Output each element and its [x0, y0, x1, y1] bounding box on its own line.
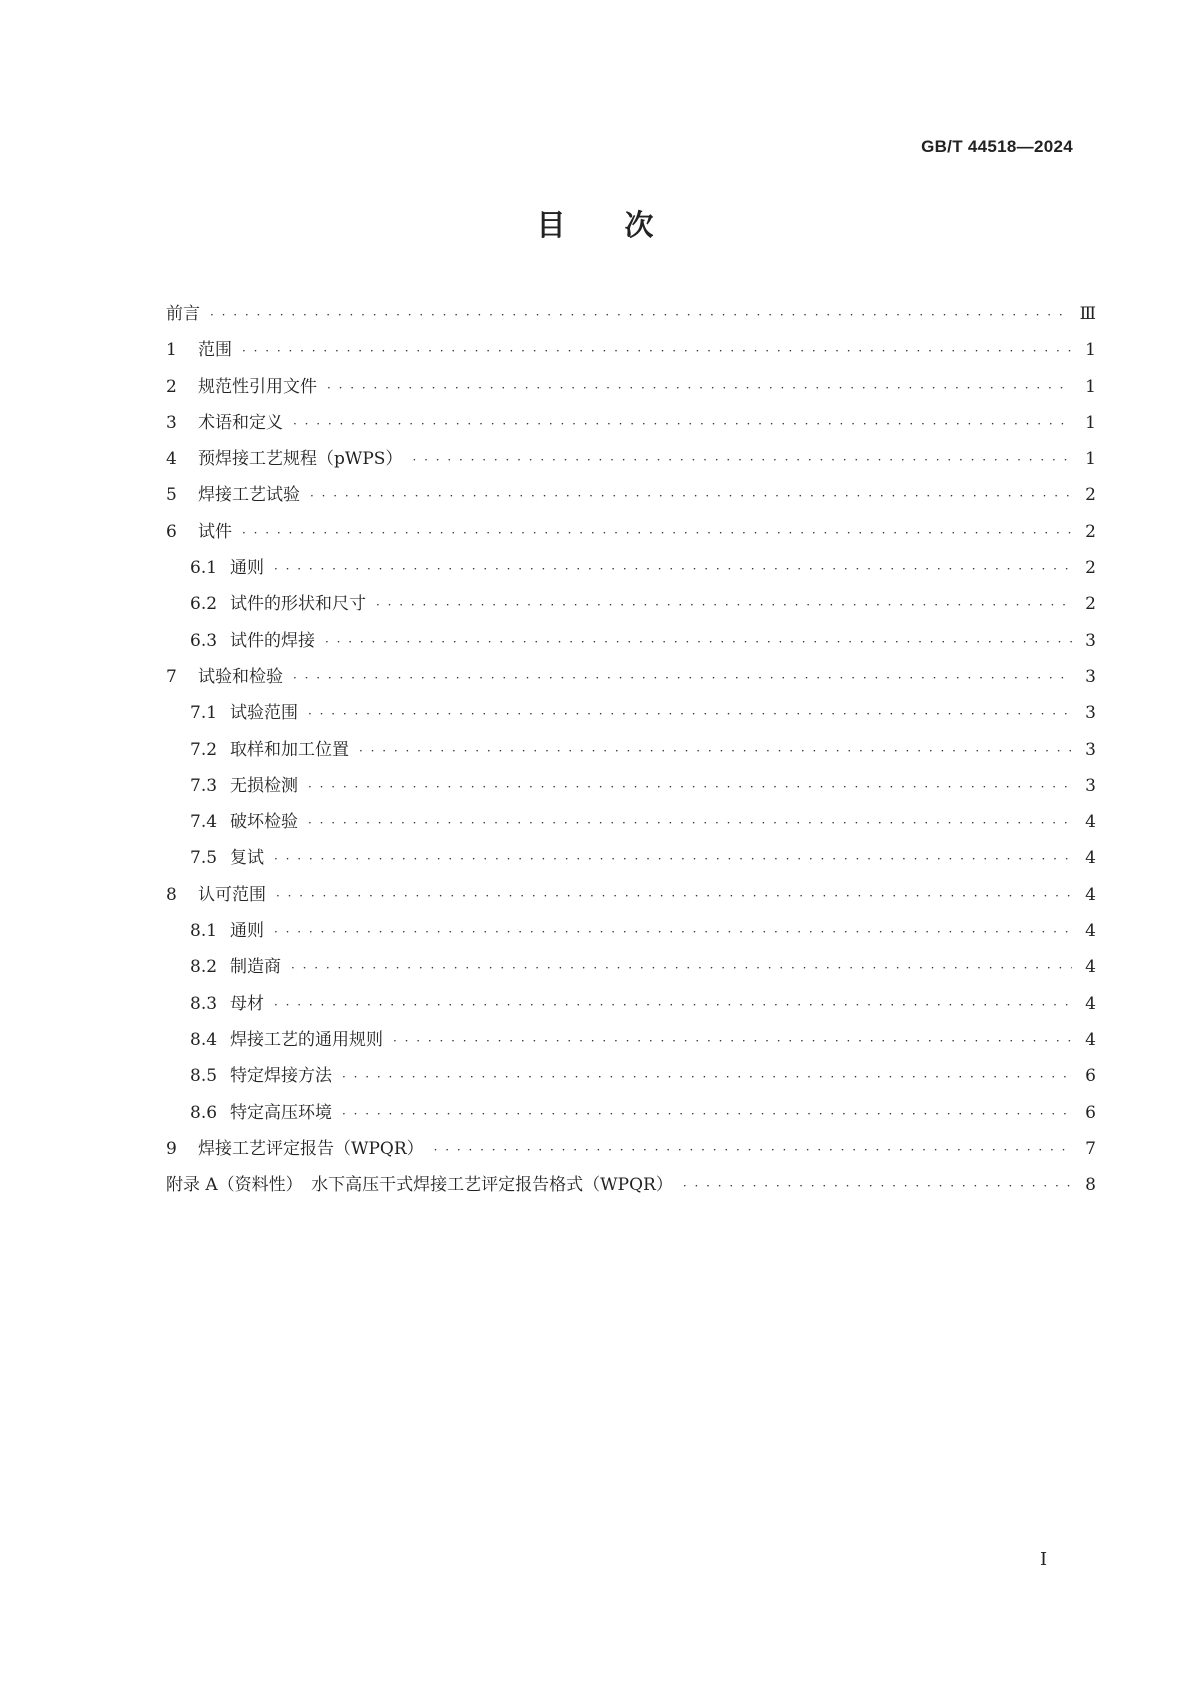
toc-entry[interactable] — [166, 1061, 1096, 1097]
toc-entry-label: 试验范围 — [230, 703, 298, 724]
toc-entry-number: 8.5 — [190, 1066, 218, 1087]
toc-entry-label: 范围 — [198, 340, 232, 361]
toc-entry-number: 6 — [166, 521, 177, 542]
dot-leader — [293, 671, 1072, 685]
dot-leader — [293, 417, 1072, 431]
toc-entry-page: 4 — [1085, 848, 1096, 869]
toc-entry-page: 8 — [1085, 1175, 1096, 1196]
dot-leader — [274, 998, 1072, 1012]
dot-leader — [242, 344, 1072, 358]
toc-entry[interactable] — [166, 299, 1096, 335]
toc-entry-page: 3 — [1085, 666, 1096, 687]
toc-entry-number: 6.3 — [190, 630, 218, 651]
toc-entry[interactable] — [166, 589, 1096, 625]
toc-entry[interactable] — [166, 444, 1096, 480]
dot-leader — [327, 381, 1072, 395]
toc-entry-page: 1 — [1085, 449, 1096, 470]
toc-entry-label: 母材 — [230, 993, 264, 1014]
dot-leader — [393, 1034, 1072, 1048]
dot-leader — [274, 852, 1072, 866]
dot-leader — [310, 489, 1072, 503]
toc-entry-number: 8.3 — [190, 993, 218, 1014]
dot-leader — [274, 562, 1072, 576]
toc-title-right: 次 — [624, 208, 655, 242]
dot-leader — [342, 1070, 1072, 1084]
toc-entry-label: 破坏检验 — [230, 812, 298, 833]
toc-entry[interactable] — [166, 1025, 1096, 1061]
dot-leader — [308, 816, 1072, 830]
toc-entry-number: 8.6 — [190, 1102, 218, 1123]
toc-entry-label: 无损检测 — [230, 775, 298, 796]
toc-entry[interactable] — [166, 408, 1096, 444]
toc-entry-number: 8.2 — [190, 957, 218, 978]
toc-entry[interactable] — [166, 735, 1096, 771]
toc-title-left: 目 — [536, 208, 567, 242]
toc-entry-page: 4 — [1085, 921, 1096, 942]
toc-entry-number: 7.2 — [190, 739, 218, 760]
dot-leader — [242, 526, 1072, 540]
dot-leader — [274, 925, 1072, 939]
toc-entry-number: 1 — [166, 340, 177, 361]
dot-leader — [325, 635, 1072, 649]
toc-entry-page: 6 — [1085, 1102, 1096, 1123]
toc-entry-page: 2 — [1085, 521, 1096, 542]
dot-leader — [683, 1179, 1072, 1193]
toc-entry-label: 术语和定义 — [198, 412, 283, 433]
toc-entry-page: 4 — [1085, 812, 1096, 833]
toc-entry-number: 8.1 — [190, 921, 218, 942]
dot-leader — [308, 780, 1072, 794]
toc-entry[interactable] — [166, 335, 1096, 371]
toc-entry-label: 规范性引用文件 — [198, 376, 317, 397]
table-of-contents — [166, 299, 1096, 1206]
toc-entry-number: 5 — [166, 485, 177, 506]
toc-entry-page: 3 — [1085, 703, 1096, 724]
toc-entry-number: 6.1 — [190, 558, 218, 579]
toc-entry-label: 试验和检验 — [198, 666, 283, 687]
toc-entry-number: 4 — [166, 449, 177, 470]
dot-leader — [291, 961, 1072, 975]
toc-entry[interactable] — [166, 916, 1096, 952]
dot-leader — [210, 308, 1070, 322]
toc-entry-number: 6.2 — [190, 594, 218, 615]
toc-entry-number: 7.1 — [190, 703, 218, 724]
toc-entry[interactable] — [166, 553, 1096, 589]
toc-entry-page: 3 — [1085, 630, 1096, 651]
dot-leader — [376, 598, 1072, 612]
toc-entry-page: 6 — [1085, 1066, 1096, 1087]
toc-entry-page: 3 — [1085, 775, 1096, 796]
toc-entry[interactable] — [166, 880, 1096, 916]
toc-entry-page: 4 — [1085, 1029, 1096, 1050]
toc-entry-label: 取样和加工位置 — [230, 739, 349, 760]
toc-entry[interactable] — [166, 517, 1096, 553]
toc-entry-page: 4 — [1085, 957, 1096, 978]
toc-entry-label: 预焊接工艺规程（pWPS） — [198, 449, 403, 470]
toc-entry-label: 特定高压环境 — [230, 1102, 332, 1123]
toc-entry-number: 8 — [166, 884, 177, 905]
toc-entry-number: 7.5 — [190, 848, 218, 869]
toc-entry[interactable] — [166, 698, 1096, 734]
toc-entry-label: 焊接工艺的通用规则 — [230, 1029, 383, 1050]
toc-entry-number: 7.4 — [190, 812, 218, 833]
toc-entry-page: 1 — [1085, 412, 1096, 433]
toc-entry[interactable] — [166, 626, 1096, 662]
toc-entry[interactable] — [166, 771, 1096, 807]
standard-code: GB/T 44518—2024 — [921, 137, 1073, 156]
toc-entry[interactable] — [166, 1170, 1096, 1206]
toc-entry-label: 试件的焊接 — [230, 630, 315, 651]
toc-entry-label: 附录 A（资料性） 水下高压干式焊接工艺评定报告格式（WPQR） — [166, 1175, 673, 1196]
toc-entry-page: 7 — [1085, 1138, 1096, 1159]
toc-entry[interactable] — [166, 807, 1096, 843]
toc-entry-label: 焊接工艺试验 — [198, 485, 300, 506]
toc-entry-number: 8.4 — [190, 1029, 218, 1050]
toc-entry[interactable] — [166, 662, 1096, 698]
toc-entry[interactable] — [166, 372, 1096, 408]
toc-entry-page: 2 — [1085, 594, 1096, 615]
toc-entry-page: 2 — [1085, 485, 1096, 506]
toc-entry-label: 试件 — [198, 521, 232, 542]
dot-leader — [434, 1143, 1072, 1157]
toc-entry-number: 9 — [166, 1138, 177, 1159]
toc-entry-number: 2 — [166, 376, 177, 397]
toc-entry-page: 1 — [1085, 376, 1096, 397]
toc-entry-label: 通则 — [230, 558, 264, 579]
toc-entry-page: 3 — [1085, 739, 1096, 760]
toc-entry-page: Ⅲ — [1079, 304, 1096, 324]
toc-entry-number: 7 — [166, 666, 177, 687]
toc-entry-label: 特定焊接方法 — [230, 1066, 332, 1087]
toc-entry-label: 前言 — [166, 304, 200, 324]
toc-entry[interactable] — [166, 1134, 1096, 1170]
toc-entry-page: 4 — [1085, 884, 1096, 905]
toc-entry[interactable] — [166, 480, 1096, 516]
footer-page-number: I — [1040, 1549, 1048, 1570]
toc-entry[interactable] — [166, 843, 1096, 879]
toc-entry-label: 焊接工艺评定报告（WPQR） — [198, 1138, 424, 1159]
toc-entry[interactable] — [166, 989, 1096, 1025]
toc-entry-label: 认可范围 — [198, 884, 266, 905]
dot-leader — [342, 1107, 1072, 1121]
toc-entry-page: 1 — [1085, 340, 1096, 361]
dot-leader — [412, 453, 1072, 467]
toc-entry-label: 通则 — [230, 921, 264, 942]
toc-entry[interactable] — [166, 952, 1096, 988]
dot-leader — [308, 707, 1072, 721]
toc-entry-page: 4 — [1085, 993, 1096, 1014]
toc-title — [0, 203, 1191, 244]
toc-entry-page: 2 — [1085, 558, 1096, 579]
toc-entry-label: 试件的形状和尺寸 — [230, 594, 366, 615]
toc-entry-number: 7.3 — [190, 775, 218, 796]
toc-entry-label: 制造商 — [230, 957, 281, 978]
dot-leader — [359, 744, 1072, 758]
toc-entry-label: 复试 — [230, 848, 264, 869]
toc-entry-number: 3 — [166, 412, 177, 433]
dot-leader — [276, 889, 1072, 903]
toc-entry[interactable] — [166, 1098, 1096, 1134]
